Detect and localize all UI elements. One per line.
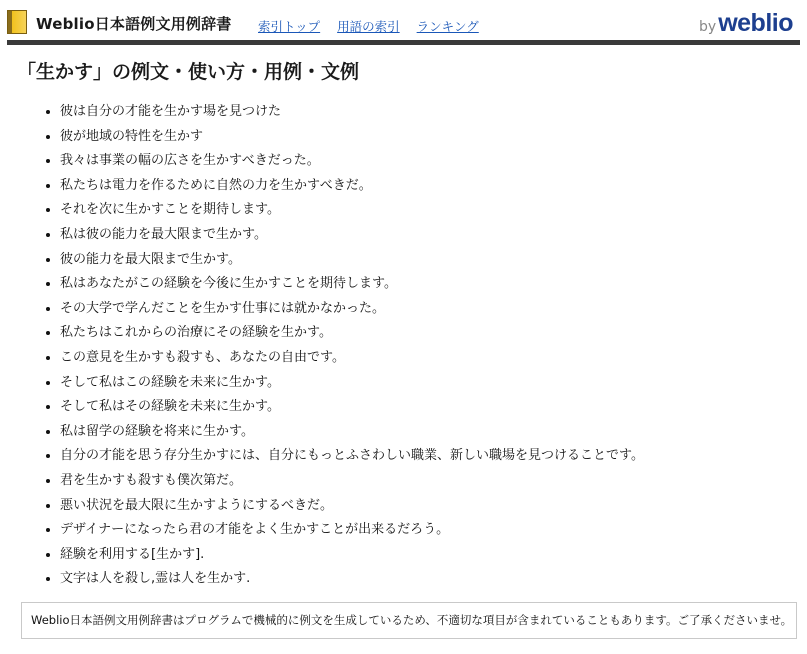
- example-sentence: • 彼の能力を最大限まで生かす。: [60, 248, 807, 273]
- site-logo-text[interactable]: Weblio日本語例文用例辞書: [36, 15, 232, 33]
- example-sentence: • そして私はその経験を未来に生かす。: [60, 395, 807, 420]
- header-nav: [258, 17, 492, 35]
- weblio-brand-logo[interactable]: [699, 9, 793, 38]
- example-sentence: • 私たちはこれからの治療にその経験を生かす。: [60, 321, 807, 346]
- nav-link-ranking[interactable]: ランキング: [416, 19, 479, 34]
- brand-name-text: weblio: [718, 9, 793, 37]
- example-sentence: • 君を生かすも殺すも僕次第だ。: [60, 469, 807, 494]
- site-header: [0, 0, 807, 40]
- nav-link-index-top[interactable]: 索引トップ: [258, 19, 321, 34]
- header-divider: [7, 40, 800, 45]
- example-sentence: • 彼は自分の才能を生かす場を見つけた: [60, 100, 807, 125]
- example-sentence: • 私は彼の能力を最大限まで生かす。: [60, 223, 807, 248]
- example-sentence: • 私は留学の経験を将来に生かす。: [60, 420, 807, 445]
- example-sentence-list: [0, 100, 807, 592]
- example-sentence: • そして私はこの経験を未来に生かす。: [60, 371, 807, 396]
- example-sentence: • この意見を生かすも殺すも、あなたの自由です。: [60, 346, 807, 371]
- example-sentence: • 悪い状況を最大限に生かすようにするべきだ。: [60, 494, 807, 519]
- page-title: 「生かす」の例文・使い方・用例・文例: [17, 61, 360, 83]
- example-sentence: • 自分の才能を思う存分生かすには、自分にもっとふさわしい職業、新しい職場を見つけることです。: [60, 444, 807, 469]
- example-sentence: • それを次に生かすことを期待します。: [60, 198, 807, 223]
- book-icon[interactable]: [7, 10, 27, 34]
- brand-by-text: by: [699, 19, 717, 35]
- example-sentence: • 経験を利用する[生かす].: [60, 543, 807, 568]
- example-sentence: • 文字は人を殺し,霊は人を生かす.: [60, 567, 807, 592]
- example-sentence: • デザイナーになったら君の才能をよく生かすことが出来るだろう。: [60, 518, 807, 543]
- example-sentence: • 我々は事業の幅の広さを生かすべきだった。: [60, 149, 807, 174]
- example-sentence: • 私はあなたがこの経験を今後に生かすことを期待します。: [60, 272, 807, 297]
- example-sentence: • その大学で学んだことを生かす仕事には就かなかった。: [60, 297, 807, 322]
- disclaimer-box: Weblio日本語例文用例辞書はプログラムで機械的に例文を生成しているため、不適切な項目が含まれていることもあります。ご了承くださいませ。: [21, 602, 797, 639]
- nav-link-term-index[interactable]: 用語の索引: [337, 19, 400, 34]
- example-sentence: • 彼が地域の特性を生かす: [60, 125, 807, 150]
- example-sentence: • 私たちは電力を作るために自然の力を生かすべきだ。: [60, 174, 807, 199]
